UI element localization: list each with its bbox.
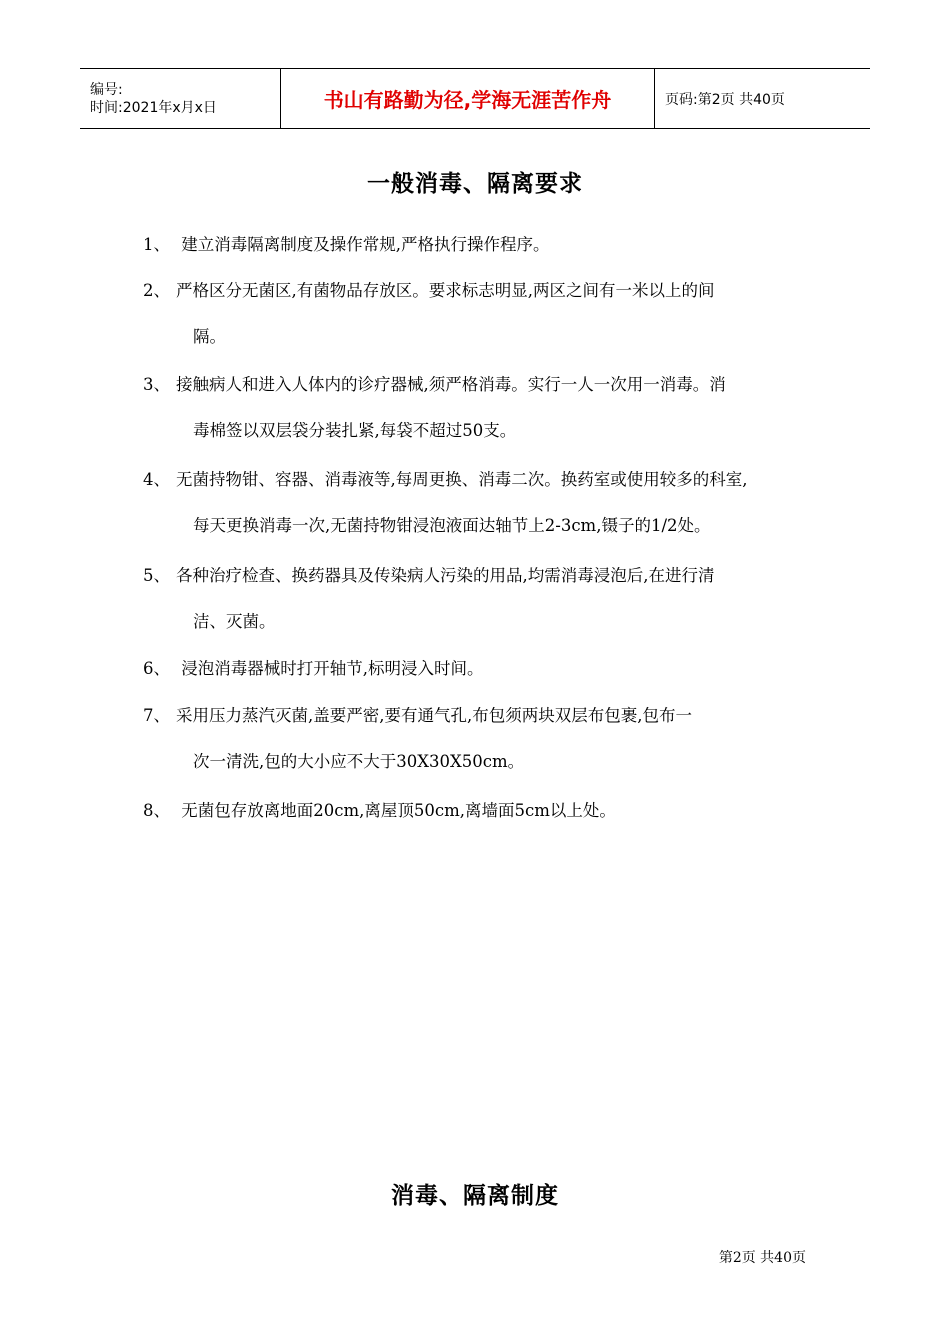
page-footer: 第2页 共40页 bbox=[718, 1250, 806, 1266]
item-text: 浸泡消毒器械时打开轴节,标明浸入时间。 bbox=[176, 659, 484, 678]
item-text: 严格区分无菌区,有菌物品存放区。要求标志明显,两区之间有一米以上的间 bbox=[176, 281, 715, 300]
item-number: 8、 bbox=[143, 801, 170, 820]
item-text: 无菌包存放离地面20cm,离屋顶50cm,离墙面5cm以上处。 bbox=[176, 801, 616, 820]
page-title: 一般消毒、隔离要求 bbox=[367, 170, 583, 197]
item-continuation: 每天更换消毒一次,无菌持物钳浸泡液面达轴节上2-3cm,镊子的1/2处。 bbox=[193, 516, 711, 535]
document-header bbox=[80, 68, 870, 129]
header-meta bbox=[80, 69, 281, 128]
item-text: 接触病人和进入人体内的诊疗器械,须严格消毒。实行一人一次用一消毒。消 bbox=[176, 375, 726, 394]
date-label: 时间:2021年x月x日 bbox=[90, 99, 217, 116]
item-continuation: 毒棉签以双层袋分装扎紧,每袋不超过50支。 bbox=[193, 421, 517, 440]
item-continuation: 次一清洗,包的大小应不大于30X30X50cm。 bbox=[193, 752, 525, 771]
header-page-info bbox=[655, 69, 870, 128]
item-number: 2、 bbox=[143, 281, 170, 300]
item-number: 1、 bbox=[143, 235, 170, 254]
item-number: 4、 bbox=[143, 470, 170, 489]
list-item bbox=[143, 704, 833, 774]
item-number: 5、 bbox=[143, 566, 170, 585]
section-title: 消毒、隔离制度 bbox=[391, 1182, 559, 1209]
list-item bbox=[143, 468, 833, 538]
item-number: 7、 bbox=[143, 706, 170, 725]
list-item bbox=[143, 373, 833, 443]
item-number: 6、 bbox=[143, 659, 170, 678]
page-info-text: 页码:第2页 共40页 bbox=[665, 91, 785, 108]
list-item bbox=[143, 564, 833, 634]
item-number: 3、 bbox=[143, 375, 170, 394]
item-text: 采用压力蒸汽灭菌,盖要严密,要有通气孔,布包须两块双层布包裹,包布一 bbox=[176, 706, 692, 725]
list-item bbox=[143, 657, 833, 681]
item-continuation: 隔。 bbox=[193, 327, 226, 346]
list-item bbox=[143, 233, 833, 257]
header-motto bbox=[281, 69, 655, 128]
item-text: 建立消毒隔离制度及操作常规,严格执行操作程序。 bbox=[176, 235, 550, 254]
item-continuation: 洁、灭菌。 bbox=[193, 612, 276, 631]
motto-text: 书山有路勤为径,学海无涯苦作舟 bbox=[323, 88, 612, 112]
item-text: 无菌持物钳、容器、消毒液等,每周更换、消毒二次。换药室或使用较多的科室, bbox=[176, 470, 748, 489]
number-label: 编号: bbox=[90, 81, 123, 98]
list-item bbox=[143, 279, 833, 349]
list-item bbox=[143, 799, 833, 823]
item-text: 各种治疗检查、换药器具及传染病人污染的用品,均需消毒浸泡后,在进行清 bbox=[176, 566, 715, 585]
